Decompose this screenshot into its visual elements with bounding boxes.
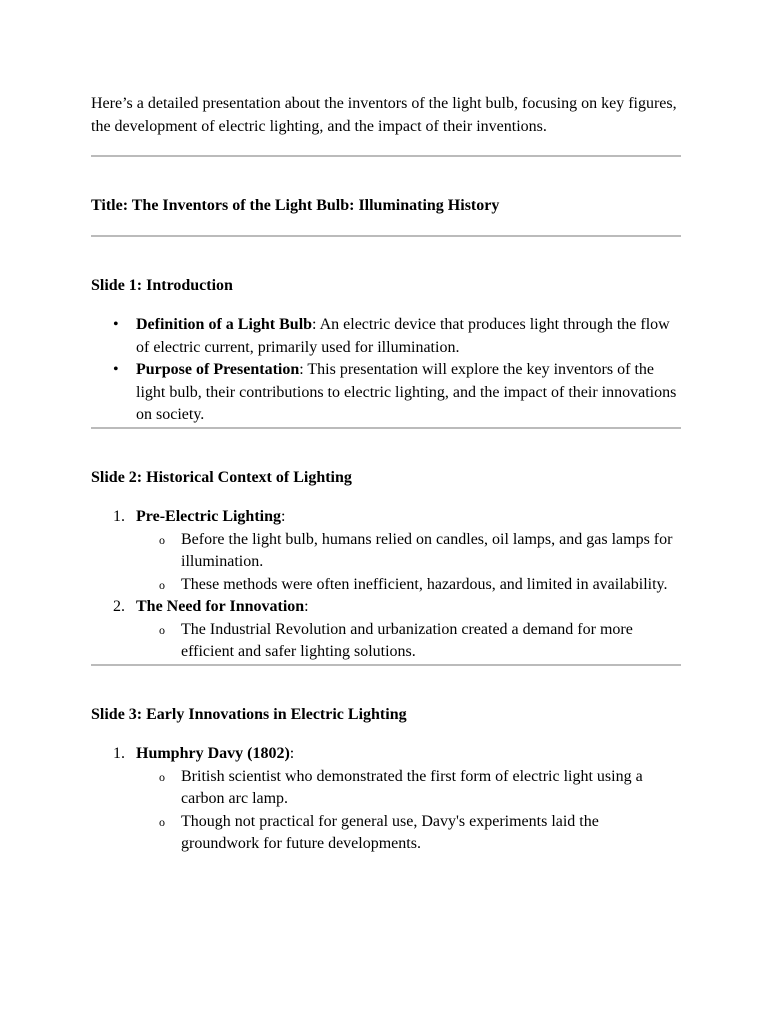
- item-suffix: :: [289, 745, 295, 762]
- list-number: 2.: [113, 598, 125, 615]
- sub-list-item: o Though not practical for general use, Davy's experiments laid the groundwork for future developments.: [136, 811, 681, 856]
- slide-2-heading: Slide 2: Historical Context of Lighting: [91, 468, 352, 486]
- list-item: [91, 743, 681, 856]
- sub-list-item: o British scientist who demonstrated the first form of electric light using a carbon arc lamp.: [136, 766, 681, 811]
- item-term: Humphry Davy (1802): [136, 745, 290, 762]
- list-item: [91, 359, 681, 427]
- list-number: 1.: [113, 508, 125, 525]
- slide-1-heading: Slide 1: Introduction: [91, 276, 233, 294]
- divider: [91, 664, 681, 666]
- bullet-term: Purpose of Presentation: [136, 361, 300, 378]
- list-number: 1.: [113, 745, 125, 762]
- bullet-text: : An electric device that produces light through the flow of electric current, primarily used for illumination.: [136, 316, 670, 356]
- bullet-term: Definition of a Light Bulb: [136, 316, 313, 333]
- slide-2-numbered-list: [91, 506, 681, 664]
- sub-list: [136, 619, 681, 664]
- item-term: The Need for Innovation: [136, 598, 305, 615]
- item-suffix: :: [304, 598, 309, 615]
- slide-1-bullet-list: [91, 314, 681, 427]
- intro-paragraph: Here’s a detailed presentation about the inventors of the light bulb, focusing on key figures, the development of electric lighting, and the impact of their inventions.: [91, 95, 677, 135]
- list-item: [91, 596, 681, 664]
- sub-list: [136, 529, 681, 597]
- sub-list-item: o The Industrial Revolution and urbanization created a demand for more efficient and safer lighting solutions.: [136, 619, 681, 664]
- list-item: [91, 314, 681, 359]
- sub-list-item: o Before the light bulb, humans relied on candles, oil lamps, and gas lamps for illumination.: [136, 529, 681, 574]
- sub-list-item: o These methods were often inefficient, hazardous, and limited in availability.: [136, 574, 681, 597]
- slide-3-heading: Slide 3: Early Innovations in Electric Lighting: [91, 705, 407, 723]
- document-title: Title: The Inventors of the Light Bulb: Illuminating History: [91, 197, 500, 214]
- list-item: [91, 506, 681, 596]
- divider: [91, 155, 681, 157]
- bullet-text: : This presentation will explore the key inventors of the light bulb, their contributions to electric lighting, and the impact of their innovations on society.: [136, 361, 677, 423]
- item-suffix: :: [281, 508, 286, 525]
- slide-3-numbered-list: [91, 743, 681, 856]
- divider: [91, 235, 681, 237]
- item-term: Pre-Electric Lighting: [136, 508, 281, 525]
- divider: [91, 427, 681, 429]
- document-page: [91, 93, 681, 856]
- sub-list: [136, 766, 681, 856]
